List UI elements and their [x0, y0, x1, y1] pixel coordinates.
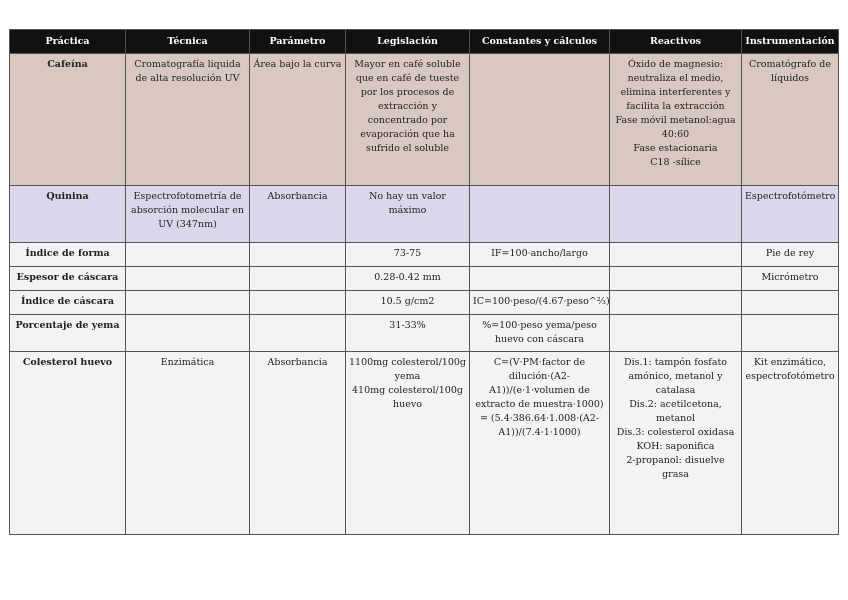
cell-legislacion: 31-33% — [346, 315, 470, 352]
cell-reactivos — [610, 186, 742, 243]
cell-reactivos — [610, 315, 742, 352]
reactivo-line: 2-propanol: disuelve grasa — [626, 455, 725, 480]
legislacion-line: 410mg colesterol/100g huevo — [352, 385, 463, 410]
header-row — [10, 30, 839, 54]
cell-parametro — [250, 267, 346, 291]
cell-tecnica — [126, 291, 250, 315]
cell-reactivos — [610, 54, 742, 186]
cell-practica: Espesor de cáscara — [10, 267, 126, 291]
cell-constantes: %=100·peso yema/peso huevo con cáscara — [470, 315, 610, 352]
table-row — [10, 352, 839, 535]
header-practica: Práctica — [10, 30, 126, 54]
reactivo-line: KOH: saponifica — [636, 441, 715, 452]
cell-instrumentacion — [742, 291, 839, 315]
cell-reactivos — [610, 267, 742, 291]
reactivo-line: Fase estacionaria — [633, 143, 718, 154]
cell-legislacion: 73-75 — [346, 243, 470, 267]
cell-instrumentacion: Micrómetro — [742, 267, 839, 291]
cell-practica: Colesterol huevo — [10, 352, 126, 535]
cell-tecnica: Espectrofotometría de absorción molecular en UV (347nm) — [126, 186, 250, 243]
reactivo-line: Dis.3: colesterol oxidasa — [616, 427, 735, 438]
table-row — [10, 54, 839, 186]
header-legislacion: Legislación — [346, 30, 470, 54]
cell-parametro: Absorbancia — [250, 186, 346, 243]
cell-tecnica — [126, 243, 250, 267]
header-tecnica: Técnica — [126, 30, 250, 54]
cell-legislacion: 0.28-0.42 mm — [346, 267, 470, 291]
cell-legislacion: 10.5 g/cm2 — [346, 291, 470, 315]
legislacion-line: 1100mg colesterol/100g yema — [349, 357, 467, 382]
reactivo-line: Dis.1: tampón fosfato amónico, metanol y catalasa — [623, 357, 728, 396]
cell-constantes — [470, 54, 610, 186]
cell-parametro — [250, 243, 346, 267]
table-row — [10, 267, 839, 291]
reactivo-line: C18 -sílice — [650, 157, 701, 168]
cell-constantes — [470, 267, 610, 291]
cell-parametro — [250, 291, 346, 315]
cell-constantes — [470, 186, 610, 243]
cell-tecnica: Enzimática — [126, 352, 250, 535]
reactivo-line: Óxido de magnesio: neutraliza el medio, elimina interferentes y facilita la extracción — [620, 59, 731, 112]
cell-legislacion: No hay un valor máximo — [346, 186, 470, 243]
cell-legislacion: Mayor en café soluble que en café de tueste por los procesos de extracción y concentrado por evaporación que ha sufrido el soluble — [346, 54, 470, 186]
header-constantes: Constantes y cálculos — [470, 30, 610, 54]
cell-reactivos — [610, 352, 742, 535]
cell-parametro — [250, 315, 346, 352]
cell-practica: Índice de cáscara — [10, 291, 126, 315]
cell-parametro: Área bajo la curva — [250, 54, 346, 186]
cell-tecnica — [126, 267, 250, 291]
cell-practica: Porcentaje de yema — [10, 315, 126, 352]
cell-practica: Cafeína — [10, 54, 126, 186]
cell-instrumentacion: Espectrofotómetro — [742, 186, 839, 243]
header-instrumentacion: Instrumentación — [742, 30, 839, 54]
cell-instrumentacion: Cromatógrafo de líquidos — [742, 54, 839, 186]
cell-legislacion — [346, 352, 470, 535]
table-row — [10, 291, 839, 315]
reactivo-line: Fase móvil metanol:agua 40:60 — [615, 115, 736, 140]
results-table — [9, 29, 839, 535]
header-reactivos: Reactivos — [610, 30, 742, 54]
cell-instrumentacion: Kit enzimático, espectrofotómetro — [742, 352, 839, 535]
reactivo-line: Dis.2: acetilcetona, metanol — [629, 399, 722, 424]
cell-reactivos — [610, 243, 742, 267]
cell-constantes: IC=100·peso/(4.67·peso^⅔) — [470, 291, 610, 315]
header-parametro: Parámetro — [250, 30, 346, 54]
cell-parametro: Absorbancia — [250, 352, 346, 535]
table-row — [10, 315, 839, 352]
cell-tecnica — [126, 315, 250, 352]
cell-instrumentacion: Pie de rey — [742, 243, 839, 267]
cell-tecnica: Cromatografía liquida de alta resolución UV — [126, 54, 250, 186]
cell-constantes: C=(V·PM·factor de dilución·(A2-A1))/(e·1·volumen de extracto de muestra·1000) = (5.4·386.64·1.008·(A2-A1))/(7.4·1·1000) — [470, 352, 610, 535]
cell-practica: Quinina — [10, 186, 126, 243]
cell-reactivos — [610, 291, 742, 315]
table-row — [10, 243, 839, 267]
table-row — [10, 186, 839, 243]
cell-practica: Índice de forma — [10, 243, 126, 267]
cell-constantes: IF=100·ancho/largo — [470, 243, 610, 267]
cell-instrumentacion — [742, 315, 839, 352]
